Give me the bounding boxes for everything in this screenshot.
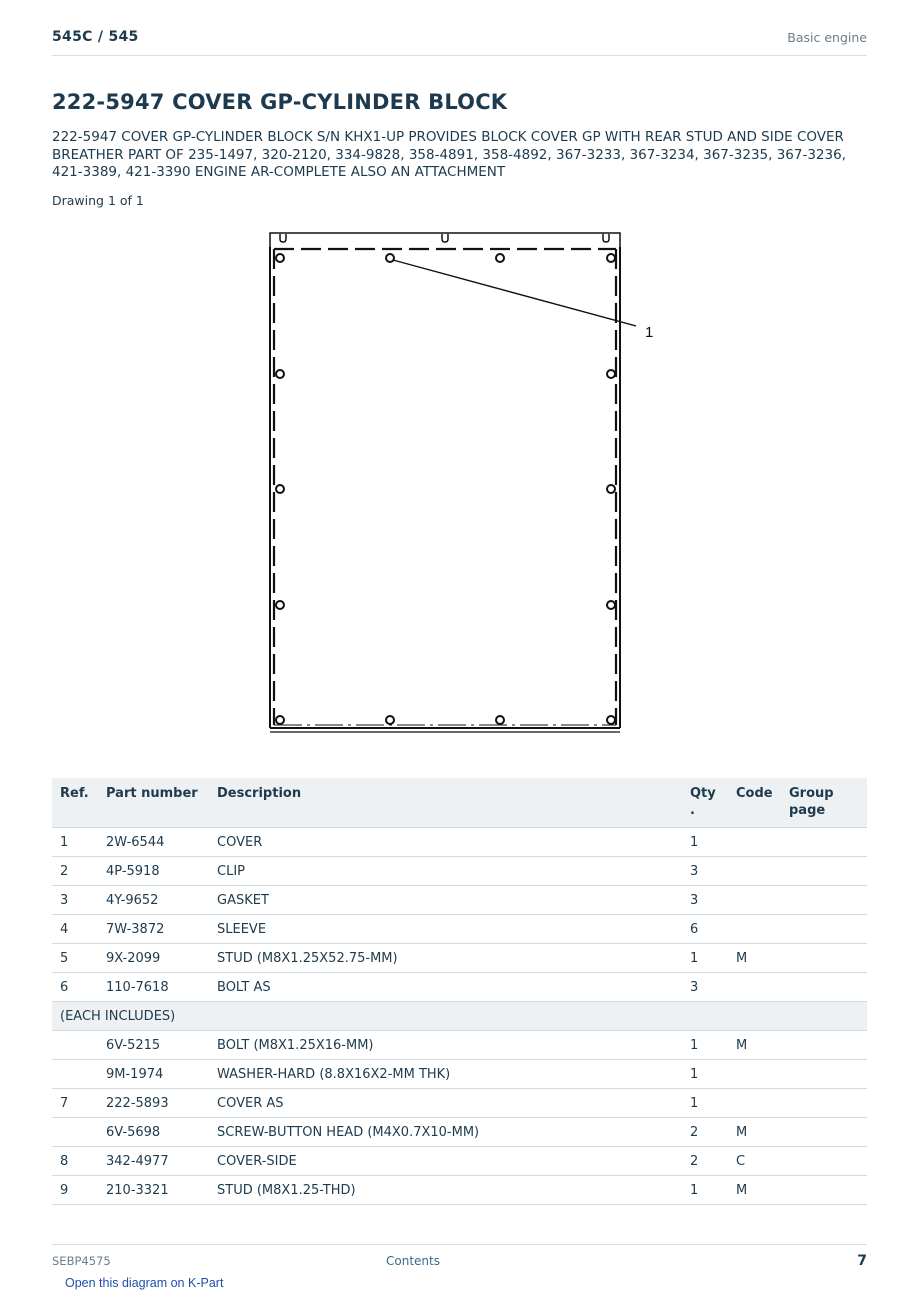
group-page-cell — [781, 944, 867, 973]
description-cell: STUD (M8X1.25-THD) — [209, 1176, 682, 1205]
bolt-holes — [276, 254, 615, 724]
qty-cell: 1 — [682, 944, 728, 973]
callout-label: 1 — [645, 324, 654, 341]
section-label: Basic engine — [787, 30, 867, 45]
description-cell: WASHER-HARD (8.8X16X2-MM THK) — [209, 1060, 682, 1089]
qty-cell: 1 — [682, 1060, 728, 1089]
code-cell: M — [728, 1118, 781, 1147]
qty-cell: 1 — [682, 828, 728, 857]
part-number-cell: 2W-6544 — [98, 828, 209, 857]
table-row — [52, 944, 867, 973]
description-cell: CLIP — [209, 857, 682, 886]
ref-cell: 9 — [52, 1176, 98, 1205]
table-header-row — [52, 778, 867, 828]
table-row — [52, 1060, 867, 1089]
code-cell: M — [728, 944, 781, 973]
part-number-cell: 222-5893 — [98, 1089, 209, 1118]
description-cell: COVER — [209, 828, 682, 857]
page-title: 222-5947 COVER GP-CYLINDER BLOCK — [52, 90, 508, 114]
group-page-cell — [781, 828, 867, 857]
header-code: Code — [728, 778, 781, 828]
code-cell — [728, 828, 781, 857]
group-page-cell — [781, 1118, 867, 1147]
note-cell: (EACH INCLUDES) — [52, 1002, 867, 1031]
parts-table-body — [52, 828, 867, 1205]
header-ref: Ref. — [52, 778, 98, 828]
table-row — [52, 915, 867, 944]
parts-diagram — [260, 225, 670, 740]
qty-cell: 2 — [682, 1118, 728, 1147]
description-cell: COVER AS — [209, 1089, 682, 1118]
group-page-cell — [781, 886, 867, 915]
table-row — [52, 857, 867, 886]
code-cell — [728, 1089, 781, 1118]
part-number-cell: 4Y-9652 — [98, 886, 209, 915]
qty-cell: 6 — [682, 915, 728, 944]
description-cell: SLEEVE — [209, 915, 682, 944]
header-part-number: Part number — [98, 778, 209, 828]
header-description: Description — [209, 778, 682, 828]
kpart-link[interactable]: Open this diagram on K-Part — [65, 1276, 224, 1290]
table-row — [52, 1031, 867, 1060]
table-row — [52, 973, 867, 1002]
group-description: 222-5947 COVER GP-CYLINDER BLOCK S/N KHX1-UP PROVIDES BLOCK COVER GP WITH REAR STUD AND SIDE COVER BREATHER PART OF 235-1497, 320-2120, 334-9828, 358-4891, 358-4892, 367-3233, 367-3234, 367-3235, 367-3236, 421-3389, 421-3390 ENGINE AR-COMPLETE ALSO AN ATTACHMENT — [52, 129, 846, 180]
ref-cell — [52, 1031, 98, 1060]
part-number-cell: 4P-5918 — [98, 857, 209, 886]
code-cell: M — [728, 1031, 781, 1060]
description-cell: BOLT AS — [209, 973, 682, 1002]
group-page-cell — [781, 1176, 867, 1205]
table-row — [52, 1176, 867, 1205]
group-page-cell — [781, 1089, 867, 1118]
table-row — [52, 828, 867, 857]
group-page-cell — [781, 1147, 867, 1176]
part-number-cell: 110-7618 — [98, 973, 209, 1002]
code-cell — [728, 857, 781, 886]
qty-cell: 3 — [682, 973, 728, 1002]
code-cell — [728, 915, 781, 944]
ref-cell: 3 — [52, 886, 98, 915]
table-row — [52, 886, 867, 915]
qty-cell: 2 — [682, 1147, 728, 1176]
table-row — [52, 1118, 867, 1147]
table-row — [52, 1147, 867, 1176]
description-cell: COVER-SIDE — [209, 1147, 682, 1176]
group-page-cell — [781, 1060, 867, 1089]
description-cell: BOLT (M8X1.25X16-MM) — [209, 1031, 682, 1060]
description-cell: GASKET — [209, 886, 682, 915]
part-number-cell: 210-3321 — [98, 1176, 209, 1205]
code-cell: C — [728, 1147, 781, 1176]
document-id: SEBP4575 — [52, 1254, 111, 1268]
group-page-cell — [781, 973, 867, 1002]
ref-cell: 6 — [52, 973, 98, 1002]
contents-link[interactable]: Contents — [386, 1254, 440, 1268]
description-cell: SCREW-BUTTON HEAD (M4X0.7X10-MM) — [209, 1118, 682, 1147]
ref-cell — [52, 1060, 98, 1089]
ref-cell: 5 — [52, 944, 98, 973]
qty-cell: 1 — [682, 1176, 728, 1205]
drawing-label: Drawing 1 of 1 — [52, 193, 144, 208]
group-page-cell — [781, 1031, 867, 1060]
qty-cell: 1 — [682, 1031, 728, 1060]
ref-cell: 8 — [52, 1147, 98, 1176]
code-cell — [728, 1060, 781, 1089]
part-number-cell: 6V-5215 — [98, 1031, 209, 1060]
page-header — [52, 29, 867, 56]
part-number-cell: 342-4977 — [98, 1147, 209, 1176]
description-cell: STUD (M8X1.25X52.75-MM) — [209, 944, 682, 973]
gasket-outline — [274, 249, 616, 725]
qty-cell: 3 — [682, 886, 728, 915]
model-label: 545C / 545 — [52, 29, 139, 45]
ref-cell — [52, 1118, 98, 1147]
qty-cell: 3 — [682, 857, 728, 886]
part-number-cell: 9M-1974 — [98, 1060, 209, 1089]
ref-cell: 1 — [52, 828, 98, 857]
table-note-row — [52, 1002, 867, 1031]
header-qty: Qty . — [682, 778, 728, 828]
code-cell: M — [728, 1176, 781, 1205]
ref-cell: 2 — [52, 857, 98, 886]
qty-cell: 1 — [682, 1089, 728, 1118]
code-cell — [728, 973, 781, 1002]
ref-cell: 7 — [52, 1089, 98, 1118]
table-row — [52, 1089, 867, 1118]
code-cell — [728, 886, 781, 915]
part-number-cell: 9X-2099 — [98, 944, 209, 973]
group-page-cell — [781, 915, 867, 944]
cover-top-flange — [270, 233, 620, 247]
callout-leader-line — [393, 260, 636, 326]
page-number: 7 — [857, 1253, 867, 1269]
part-number-cell: 7W-3872 — [98, 915, 209, 944]
page-footer — [52, 1244, 867, 1275]
parts-table — [52, 778, 867, 1205]
cover-outline — [270, 247, 620, 732]
header-group-page: Group page — [781, 778, 867, 828]
ref-cell: 4 — [52, 915, 98, 944]
group-page-cell — [781, 857, 867, 886]
part-number-cell: 6V-5698 — [98, 1118, 209, 1147]
